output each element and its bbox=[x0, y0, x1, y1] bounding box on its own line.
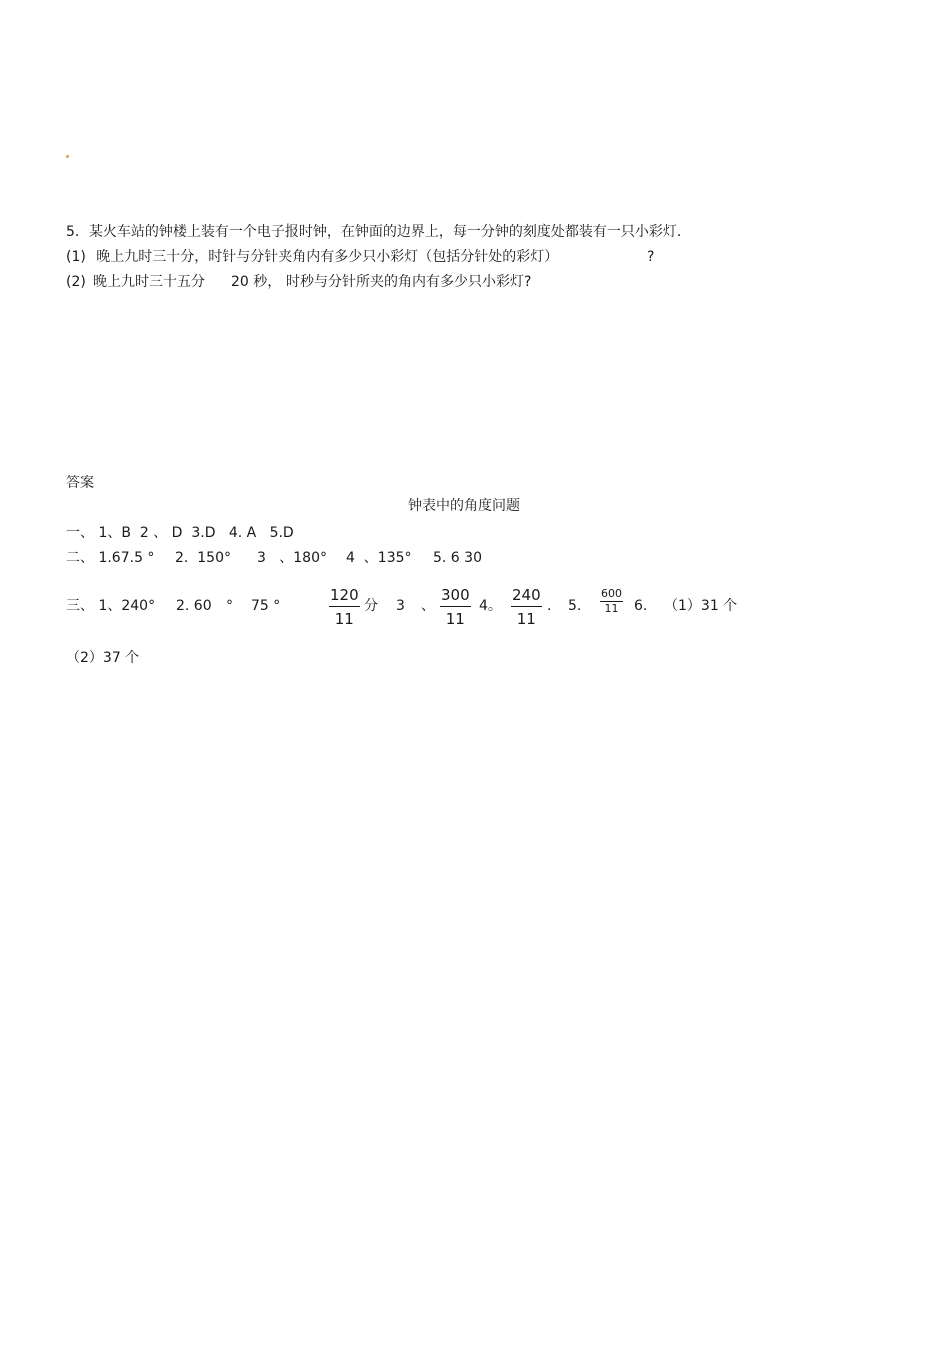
fraction-numerator: 240 bbox=[511, 584, 542, 607]
answers-row-4: （2）37 个 bbox=[66, 650, 140, 666]
fraction-denominator: 11 bbox=[604, 602, 619, 615]
question-stem: 5．某火车站的钟楼上装有一个电子报时钟，在钟面的边界上，每一分钟的刻度处都装有一只小彩灯． bbox=[66, 224, 691, 240]
answers-row-3-item-6: 6. bbox=[634, 598, 648, 614]
answers-title: 钟表中的角度问题 bbox=[408, 498, 520, 514]
answers-row-3-item-4: 4。 bbox=[479, 598, 502, 614]
answers-row-2-d: 4 、135° bbox=[346, 550, 412, 566]
sub-question-2-part-a: 晚上九时三十五分 bbox=[93, 274, 205, 290]
fraction-denominator: 11 bbox=[445, 610, 465, 628]
sub-question-2-part-b: 20 秒， bbox=[231, 274, 282, 290]
answers-heading: 答案 bbox=[66, 475, 94, 491]
answers-row-3-unit: 分 bbox=[364, 598, 378, 614]
fraction-600-over-11 bbox=[600, 587, 623, 616]
sub-question-2-number: (2) bbox=[66, 274, 86, 290]
answers-row-2-b: 2. 150° bbox=[175, 550, 231, 566]
fraction-numerator: 120 bbox=[329, 584, 360, 607]
stray-mark bbox=[66, 155, 69, 158]
fraction-numerator: 300 bbox=[440, 584, 471, 607]
answers-row-3-c: ° bbox=[226, 598, 233, 614]
answers-row-2-c: 3 、180° bbox=[257, 550, 327, 566]
fraction-numerator: 600 bbox=[601, 587, 622, 600]
answers-row-3-part-1: （1）31 个 bbox=[664, 598, 738, 614]
sub-question-1 bbox=[66, 248, 558, 266]
answers-row-3-item-3: 3 bbox=[396, 598, 405, 614]
answers-row-1: 一、 1、B 2 、 D 3.D 4. A 5.D bbox=[66, 525, 294, 541]
answers-row-2-a: 二、 1.67.5 ° bbox=[66, 550, 155, 566]
sub-question-1-text: 晚上九时三十分，时针与分针夹角内有多少只小彩灯（包括分针处的彩灯） bbox=[96, 249, 559, 265]
answers-row-3-a: 三、 1、240° bbox=[66, 598, 156, 614]
sub-question-1-number: (1) bbox=[66, 249, 86, 265]
answers-row-2-e: 5. 6 30 bbox=[433, 550, 482, 566]
fraction-300-over-11 bbox=[440, 584, 471, 631]
answers-row-3-b: 2. 60 bbox=[176, 598, 212, 614]
fraction-120-over-11 bbox=[329, 584, 360, 631]
sub-question-1-mark: ? bbox=[647, 249, 655, 265]
fraction-denominator: 11 bbox=[516, 610, 536, 628]
answers-row-3-separator: 、 bbox=[421, 598, 435, 614]
fraction-240-over-11 bbox=[511, 584, 542, 631]
sub-question-2-part-c: 时秒与分针所夹的角内有多少只小彩灯? bbox=[286, 274, 532, 290]
answers-row-3-d: 75 ° bbox=[251, 598, 281, 614]
answers-row-3-item-5: 5. bbox=[568, 598, 582, 614]
fraction-denominator: 11 bbox=[334, 610, 354, 628]
answers-row-3-period: . bbox=[547, 598, 552, 614]
